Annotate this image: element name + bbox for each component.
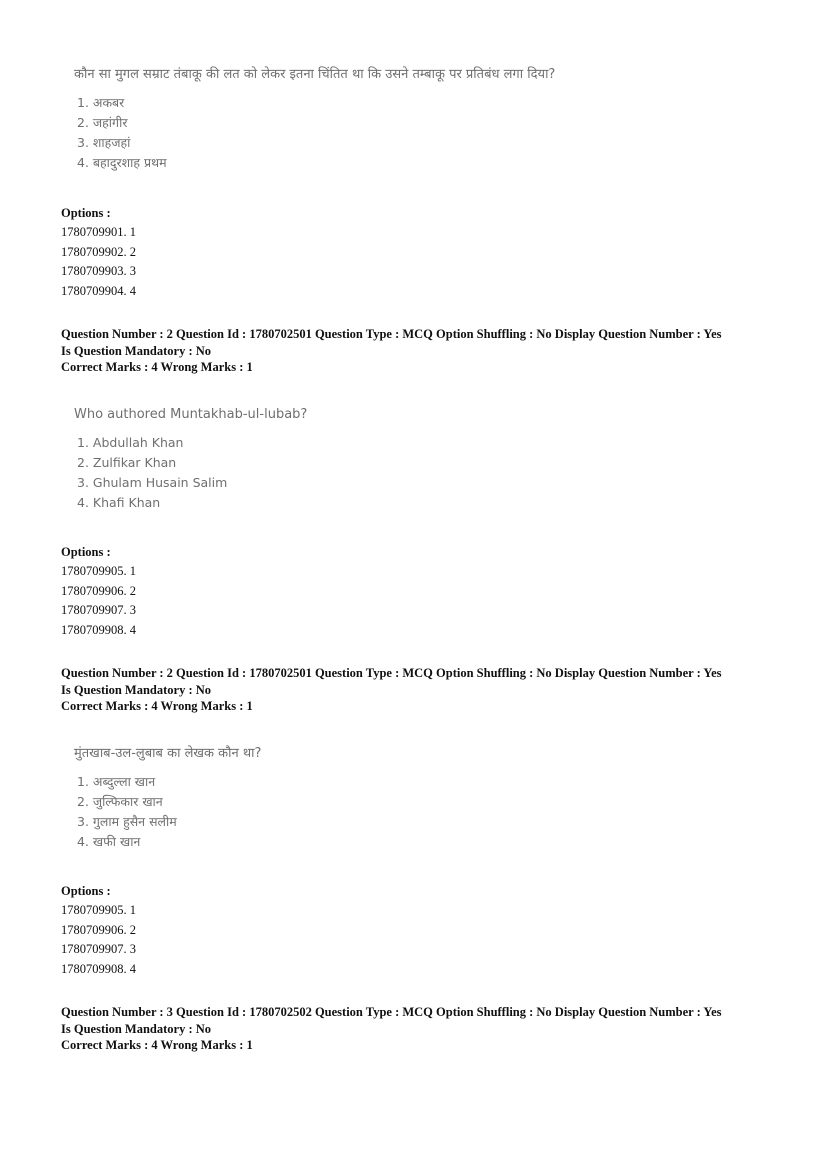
- option-row: 1780709906. 2: [61, 583, 136, 598]
- choice-item: 1. अकबर: [77, 95, 125, 110]
- question-image-1: [74, 66, 555, 173]
- choice-item: 2. Zulfikar Khan: [77, 455, 177, 470]
- option-row: 1780709906. 2: [61, 922, 136, 937]
- options-block-1: [61, 203, 136, 301]
- question-meta-2: [61, 326, 722, 376]
- choice-item: 2. जहांगीर: [77, 115, 128, 130]
- choice-item: 4. Khafi Khan: [77, 495, 161, 510]
- option-row: 1780709903. 3: [61, 264, 136, 278]
- choice-list: [74, 433, 307, 513]
- question-text: Who authored Muntakhab-ul-lubab?: [74, 407, 308, 422]
- choice-item: 1. Abdullah Khan: [77, 435, 184, 450]
- choice-item: 3. Ghulam Husain Salim: [77, 475, 228, 490]
- choice-item: 1. अब्दुल्ला खान: [77, 774, 156, 789]
- option-row: 1780709908. 4: [61, 622, 136, 637]
- question-image-2: [74, 406, 307, 513]
- question-image-3: [74, 745, 261, 852]
- question-text: कौन सा मुगल सम्राट तंबाकू की लत को लेकर इतना चिंतित था कि उसने तम्बाकू पर प्रतिबंध लगा दिया?: [74, 67, 556, 82]
- options-block-2: [61, 542, 136, 640]
- option-row: 1780709907. 3: [61, 942, 136, 956]
- meta-line-mandatory: Is Question Mandatory : No: [61, 343, 212, 358]
- choice-item: 2. जुल्फिकार खान: [77, 794, 163, 809]
- question-meta-3: [61, 665, 722, 715]
- meta-line-marks: Correct Marks : 4 Wrong Marks : 1: [61, 699, 253, 713]
- meta-line-marks: Correct Marks : 4 Wrong Marks : 1: [61, 360, 253, 374]
- options-label: Options :: [61, 884, 111, 898]
- option-row: 1780709901. 1: [61, 225, 136, 239]
- option-row: 1780709905. 1: [61, 903, 136, 917]
- options-label: Options :: [61, 206, 111, 220]
- meta-line-marks: Correct Marks : 4 Wrong Marks : 1: [61, 1038, 253, 1052]
- option-row: 1780709904. 4: [61, 283, 136, 298]
- choice-item: 3. गुलाम हुसैन सलीम: [77, 814, 177, 829]
- choice-item: 4. खफी खान: [77, 834, 141, 849]
- meta-line-mandatory: Is Question Mandatory : No: [61, 682, 212, 697]
- choice-item: 4. बहादुरशाह प्रथम: [77, 155, 167, 170]
- meta-line-question-info: Question Number : 3 Question Id : 1780702502 Question Type : MCQ Option Shuffling : No Display Question Number : Yes: [61, 1005, 722, 1019]
- options-label: Options :: [61, 545, 111, 559]
- question-meta-4: [61, 1004, 722, 1054]
- choice-list: [74, 93, 555, 173]
- option-row: 1780709908. 4: [61, 961, 136, 976]
- option-row: 1780709907. 3: [61, 603, 136, 617]
- option-row: 1780709902. 2: [61, 244, 136, 259]
- question-text: मुंतखाब-उल-लुबाब का लेखक कौन था?: [74, 746, 262, 761]
- meta-line-question-info: Question Number : 2 Question Id : 1780702501 Question Type : MCQ Option Shuffling : No Display Question Number : Yes: [61, 666, 722, 680]
- options-block-3: [61, 881, 136, 979]
- meta-line-mandatory: Is Question Mandatory : No: [61, 1021, 212, 1036]
- meta-line-question-info: Question Number : 2 Question Id : 1780702501 Question Type : MCQ Option Shuffling : No Display Question Number : Yes: [61, 327, 722, 341]
- choice-item: 3. शाहजहां: [77, 135, 131, 150]
- option-row: 1780709905. 1: [61, 564, 136, 578]
- choice-list: [74, 772, 261, 852]
